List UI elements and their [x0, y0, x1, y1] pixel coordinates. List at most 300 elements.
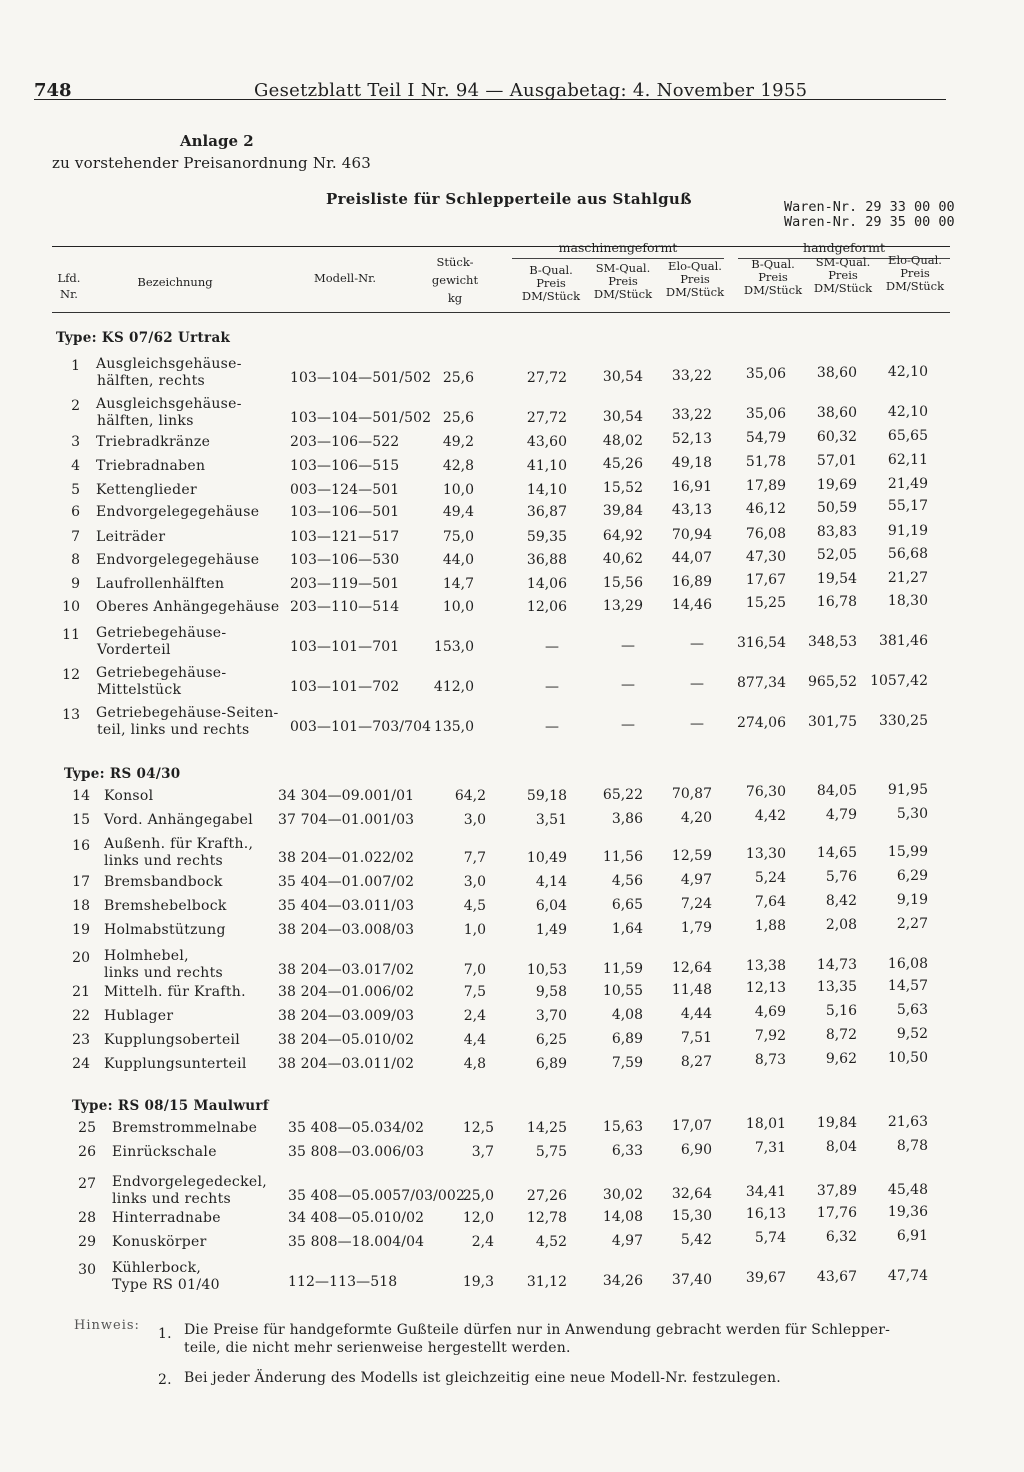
price-cell: 19,69 — [816, 476, 857, 493]
item-name: Kupplungsunterteil — [104, 1056, 247, 1072]
item-name: Kettenglieder — [96, 481, 197, 498]
price-cell: 3,86 — [611, 810, 643, 827]
price-cell: 9,58 — [535, 984, 567, 1000]
table-row — [0, 665, 1024, 705]
price-cell: 54,79 — [745, 430, 786, 447]
price-cell: 5,30 — [896, 806, 928, 822]
price-cell: 38,60 — [816, 405, 857, 422]
price-cell: 91,19 — [887, 523, 928, 540]
item-name: Getriebegehäuse- — [96, 664, 227, 681]
price-cell: 70,87 — [671, 785, 712, 802]
item-name: Endvorgelegegehäuse — [96, 504, 260, 521]
item-name: Oberes Anhängegehäuse — [96, 598, 280, 615]
price-cell: 9,19 — [896, 892, 928, 908]
row-number: 24 — [72, 1056, 90, 1072]
table-header-rule — [52, 312, 950, 313]
price-cell: 15,56 — [602, 574, 643, 591]
table-row — [0, 625, 1024, 665]
stueckgewicht: 2,4 — [471, 1234, 494, 1250]
price-cell: 3,70 — [535, 1008, 567, 1024]
stueckgewicht: 44,0 — [442, 552, 474, 569]
item-name: Vord. Anhängegabel — [104, 812, 253, 828]
price-cell: 48,02 — [602, 432, 643, 449]
stueckgewicht: 3,0 — [463, 812, 486, 828]
stueckgewicht: 412,0 — [433, 678, 474, 695]
item-name: hälften, rechts — [97, 373, 205, 389]
price-cell: 44,07 — [671, 549, 712, 566]
type-heading: Type: RS 08/15 Maulwurf — [72, 1098, 269, 1114]
price-cell: 8,42 — [825, 893, 857, 910]
table-row — [0, 1050, 1024, 1096]
price-cell: 30,02 — [602, 1186, 643, 1203]
header-bezeichnung: Bezeichnung — [137, 275, 213, 289]
item-name: Holmhebel, — [104, 948, 189, 964]
anlage-label: Anlage 2 — [180, 132, 254, 150]
price-cell: 62,11 — [887, 451, 928, 468]
modell-nr: 35 808—03.006/03 — [288, 1144, 425, 1160]
stueckgewicht: 3,7 — [471, 1144, 494, 1160]
item-name: Holmabstützung — [104, 922, 226, 938]
modell-nr: 35 408—05.034/02 — [288, 1120, 425, 1136]
modell-nr: 003—124—501 — [290, 481, 400, 498]
item-name: Hinterradnabe — [112, 1210, 221, 1226]
price-cell: 70,94 — [671, 526, 712, 543]
item-name: Leiträder — [96, 529, 166, 546]
price-cell: 12,13 — [745, 980, 786, 997]
price-cell: 10,53 — [526, 962, 567, 978]
price-cell: 5,24 — [754, 870, 786, 887]
price-cell: 41,10 — [526, 457, 567, 474]
item-name: Konuskörper — [112, 1234, 207, 1250]
item-name: Bremsbandbock — [104, 874, 223, 890]
price-cell: 14,57 — [887, 978, 928, 994]
price-cell: 14,08 — [602, 1208, 643, 1225]
item-name: Type RS 01/40 — [112, 1277, 220, 1293]
header-price-column — [736, 258, 810, 297]
price-cell: 76,30 — [745, 784, 786, 801]
header-price-line: Preis — [536, 276, 566, 290]
header-price-line: DM/Stück — [521, 289, 581, 303]
item-name: Triebradnaben — [96, 457, 206, 474]
price-cell: 14,65 — [816, 845, 857, 862]
item-name: Ausgleichsgehäuse- — [96, 356, 242, 372]
price-cell: — — [621, 677, 635, 694]
price-cell: 11,48 — [671, 981, 712, 998]
row-number: 4 — [71, 457, 80, 474]
stueckgewicht: 4,4 — [463, 1032, 486, 1048]
item-name: Getriebegehäuse-Seiten- — [96, 704, 279, 721]
price-cell: 12,64 — [671, 959, 712, 976]
row-number: 26 — [78, 1144, 96, 1160]
price-cell: 46,12 — [745, 500, 786, 517]
price-cell: 8,78 — [896, 1138, 928, 1154]
price-cell: 9,52 — [896, 1026, 928, 1042]
row-number: 5 — [71, 481, 80, 498]
price-cell: 30,54 — [602, 408, 643, 425]
stueckgewicht: 4,5 — [463, 898, 486, 914]
modell-nr: 35 404—01.007/02 — [278, 874, 415, 890]
price-cell: 6,65 — [611, 896, 643, 913]
modell-nr: 203—119—501 — [290, 576, 400, 593]
stueckgewicht: 49,2 — [442, 433, 474, 450]
price-cell: — — [690, 716, 704, 733]
header-price-line: B-Qual. — [529, 263, 573, 277]
price-cell: 5,42 — [680, 1231, 712, 1248]
note-text: teile, die nicht mehr serienweise hergestellt werden. — [184, 1340, 571, 1356]
header-price-line: Preis — [900, 266, 930, 280]
stueckgewicht: 25,0 — [462, 1188, 494, 1204]
price-cell: 4,08 — [611, 1006, 643, 1023]
price-cell: 1,88 — [754, 918, 786, 935]
price-cell: 76,08 — [745, 525, 786, 542]
stueckgewicht: 12,5 — [462, 1120, 494, 1136]
price-cell: 10,50 — [887, 1050, 928, 1066]
row-number: 16 — [72, 838, 90, 854]
row-number: 11 — [62, 626, 80, 643]
header-modell-nr: Modell-Nr. — [313, 271, 377, 285]
type-heading: Type: KS 07/62 Urtrak — [56, 330, 231, 346]
modell-nr: 37 704—01.001/03 — [278, 812, 415, 828]
price-cell: — — [621, 637, 635, 654]
price-cell: 21,27 — [887, 570, 928, 587]
stueckgewicht: 4,8 — [463, 1056, 486, 1072]
price-cell: 9,62 — [825, 1051, 857, 1068]
row-number: 29 — [78, 1234, 96, 1250]
row-number: 12 — [62, 666, 80, 683]
header-title: Gesetzblatt Teil I Nr. 94 — Ausgabetag: 4. November 1955 — [254, 80, 808, 101]
price-cell: 36,87 — [526, 504, 567, 521]
note-number: 2. — [158, 1372, 172, 1388]
stueckgewicht: 1,0 — [463, 922, 486, 938]
price-cell: 15,63 — [602, 1118, 643, 1135]
stueckgewicht: 42,8 — [442, 457, 474, 474]
price-cell: 12,78 — [526, 1210, 567, 1226]
header-price-line: B-Qual. — [751, 257, 795, 271]
price-cell: 5,74 — [754, 1230, 786, 1247]
price-cell: 34,26 — [602, 1272, 643, 1289]
stueckgewicht: 14,7 — [442, 576, 474, 593]
modell-nr: 38 204—03.008/03 — [278, 922, 415, 938]
price-cell: 43,60 — [526, 433, 567, 450]
price-cell: 21,49 — [887, 475, 928, 492]
header-price-column — [806, 256, 880, 295]
price-cell: 7,64 — [754, 894, 786, 911]
price-cell: 47,30 — [745, 548, 786, 565]
waren-nr: Waren-Nr. 29 35 00 00 — [784, 214, 955, 230]
item-name: Endvorgelegedeckel, — [112, 1174, 267, 1190]
price-cell: — — [621, 717, 635, 734]
note-text: Bei jeder Änderung des Modells ist gleichzeitig eine neue Modell-Nr. festzulegen. — [184, 1370, 781, 1386]
header-price-line: SM-Qual. — [815, 255, 871, 269]
price-cell: 5,75 — [535, 1144, 567, 1160]
item-name: Laufrollenhälften — [96, 576, 225, 593]
stueckgewicht: 7,7 — [463, 850, 486, 866]
price-cell: 4,79 — [825, 807, 857, 824]
modell-nr: 35 808—18.004/04 — [288, 1234, 425, 1250]
stueckgewicht: 25,6 — [442, 370, 474, 386]
price-cell: 4,44 — [680, 1005, 712, 1022]
price-cell: 57,01 — [816, 452, 857, 469]
price-cell: 14,25 — [526, 1120, 567, 1136]
price-cell: 4,69 — [754, 1004, 786, 1021]
row-number: 10 — [62, 598, 80, 615]
modell-nr: 103—106—530 — [290, 552, 400, 569]
item-name: teil, links und rechts — [97, 721, 250, 738]
price-cell: 965,52 — [808, 673, 857, 690]
price-cell: — — [545, 638, 559, 655]
price-cell: 47,74 — [887, 1268, 928, 1284]
price-cell: 17,76 — [816, 1205, 857, 1222]
item-name: Ausgleichsgehäuse- — [96, 395, 242, 412]
header-price-line: DM/Stück — [665, 285, 725, 299]
price-cell: 6,91 — [896, 1228, 928, 1244]
row-number: 20 — [72, 950, 90, 966]
item-name: Kühlerbock, — [112, 1260, 202, 1276]
price-cell: 16,91 — [671, 479, 712, 496]
price-cell: 55,17 — [887, 498, 928, 515]
price-cell: 4,97 — [611, 1232, 643, 1249]
price-cell: 56,68 — [887, 546, 928, 563]
modell-nr: 35 408—05.0057/03/002 — [288, 1188, 465, 1204]
price-cell: 301,75 — [808, 713, 857, 730]
price-cell: 51,78 — [745, 454, 786, 471]
subtitle: zu vorstehender Preisanordnung Nr. 463 — [52, 154, 372, 172]
price-cell: 6,32 — [825, 1229, 857, 1246]
price-cell: 6,25 — [535, 1032, 567, 1048]
price-cell: 330,25 — [879, 712, 928, 729]
modell-nr: 34 408—05.010/02 — [288, 1210, 425, 1226]
header-lfd-nr: Lfd. Nr. — [57, 271, 81, 301]
price-cell: 91,95 — [887, 782, 928, 798]
header-rule — [34, 99, 946, 100]
price-cell: 65,22 — [602, 786, 643, 803]
modell-nr: 203—110—514 — [290, 598, 400, 615]
price-cell: 17,89 — [745, 477, 786, 494]
row-number: 13 — [62, 706, 80, 723]
price-cell: 83,83 — [816, 524, 857, 541]
stueckgewicht: 7,5 — [463, 984, 486, 1000]
table-row — [0, 356, 1024, 396]
note-label: Hinweis: — [74, 1318, 140, 1333]
row-number: 9 — [71, 576, 80, 593]
price-cell: 37,89 — [816, 1183, 857, 1200]
stueckgewicht: 49,4 — [442, 504, 474, 521]
header-price-line: Preis — [828, 268, 858, 282]
price-cell: 274,06 — [737, 714, 786, 731]
item-name: Getriebegehäuse- — [96, 624, 227, 641]
price-cell: 15,30 — [671, 1207, 712, 1224]
price-list-title: Preisliste für Schlepperteile aus Stahlguß — [326, 190, 692, 208]
item-name: Bremshebelbock — [104, 898, 227, 914]
price-cell: 27,26 — [526, 1188, 567, 1204]
row-number: 3 — [71, 433, 80, 450]
price-cell: 5,16 — [825, 1003, 857, 1020]
item-name: Hublager — [104, 1008, 174, 1024]
modell-nr: 103—104—501/502 — [290, 409, 432, 426]
modell-nr: 103—101—701 — [290, 638, 400, 655]
modell-nr: 38 204—03.017/02 — [278, 962, 415, 978]
price-cell: 7,24 — [680, 895, 712, 912]
price-cell: 8,04 — [825, 1139, 857, 1156]
stueckgewicht: 10,0 — [442, 598, 474, 615]
row-number: 15 — [72, 812, 90, 828]
header-price-line: DM/Stück — [593, 287, 653, 301]
price-cell: 4,14 — [535, 874, 567, 890]
price-cell: 38,60 — [816, 365, 857, 382]
price-cell: 6,29 — [896, 868, 928, 884]
row-number: 17 — [72, 874, 90, 890]
item-name: Konsol — [104, 788, 154, 804]
price-cell: 37,40 — [671, 1271, 712, 1288]
item-name: links und rechts — [104, 853, 223, 869]
header-price-line: SM-Qual. — [595, 261, 651, 275]
price-cell: 33,22 — [671, 407, 712, 424]
modell-nr: 103—101—702 — [290, 678, 400, 695]
price-cell: 7,31 — [754, 1140, 786, 1157]
stueckgewicht: 153,0 — [433, 638, 474, 655]
price-cell: 11,56 — [602, 848, 643, 865]
modell-nr: 103—121—517 — [290, 529, 400, 546]
header-group-machine: maschinengeformt — [558, 240, 678, 255]
price-cell: 30,54 — [602, 368, 643, 385]
price-cell: 16,13 — [745, 1206, 786, 1223]
price-cell: 1057,42 — [870, 672, 928, 689]
price-cell: 4,56 — [611, 872, 643, 889]
row-number: 14 — [72, 788, 90, 804]
stueckgewicht: 19,3 — [462, 1274, 494, 1290]
price-cell: 6,33 — [611, 1142, 643, 1159]
price-cell: 27,72 — [526, 409, 567, 426]
price-cell: 1,79 — [680, 919, 712, 936]
table-row — [0, 1260, 1024, 1300]
row-number: 23 — [72, 1032, 90, 1048]
price-cell: 15,25 — [745, 595, 786, 612]
row-number: 21 — [72, 984, 90, 1000]
price-cell: 348,53 — [808, 633, 857, 650]
price-cell: 8,27 — [680, 1053, 712, 1070]
price-cell: 16,08 — [887, 956, 928, 972]
stueckgewicht: 7,0 — [463, 962, 486, 978]
item-name: hälften, links — [97, 412, 194, 429]
price-cell: 4,97 — [680, 871, 712, 888]
price-cell: 2,27 — [896, 916, 928, 932]
modell-nr: 35 404—03.011/03 — [278, 898, 415, 914]
price-cell: 60,32 — [816, 428, 857, 445]
price-cell: 6,90 — [680, 1141, 712, 1158]
price-cell: 13,30 — [745, 846, 786, 863]
price-cell: 7,51 — [680, 1029, 712, 1046]
item-name: Mittelstück — [97, 681, 182, 698]
stueckgewicht: 3,0 — [463, 874, 486, 890]
price-cell: 5,63 — [896, 1002, 928, 1018]
item-name: Vorderteil — [97, 641, 171, 658]
price-cell: 39,84 — [602, 503, 643, 520]
price-cell: 16,78 — [816, 594, 857, 611]
price-cell: 43,13 — [671, 502, 712, 518]
modell-nr: 003—101—703/704 — [290, 718, 432, 735]
price-cell: 42,10 — [887, 364, 928, 380]
price-cell: 33,22 — [671, 367, 712, 384]
item-name: Endvorgelegegehäuse — [96, 552, 260, 569]
modell-nr: 203—106—522 — [290, 433, 400, 450]
price-cell: 6,04 — [535, 898, 567, 914]
price-cell: 5,76 — [825, 869, 857, 886]
price-cell: — — [545, 718, 559, 735]
price-cell: 17,07 — [671, 1117, 712, 1134]
header-price-line: Preis — [608, 274, 638, 288]
row-number: 28 — [78, 1210, 96, 1226]
header-price-line: DM/Stück — [813, 281, 873, 295]
note-number: 1. — [158, 1326, 172, 1342]
price-cell: 7,92 — [754, 1028, 786, 1045]
stueckgewicht: 25,6 — [442, 409, 474, 426]
price-cell: 7,59 — [611, 1054, 643, 1071]
modell-nr: 103—104—501/502 — [290, 370, 432, 386]
type-heading: Type: RS 04/30 — [64, 766, 181, 782]
stueckgewicht: 2,4 — [463, 1008, 486, 1024]
row-number: 25 — [78, 1120, 96, 1136]
price-cell: 52,05 — [816, 547, 857, 564]
page-number: 748 — [34, 80, 72, 101]
price-cell: 21,63 — [887, 1114, 928, 1130]
row-number: 27 — [78, 1176, 96, 1192]
modell-nr: 38 204—01.022/02 — [278, 850, 415, 866]
price-cell: 35,06 — [745, 366, 786, 383]
price-cell: 19,84 — [816, 1115, 857, 1132]
price-cell: 35,06 — [745, 406, 786, 423]
price-cell: 10,49 — [526, 850, 567, 866]
price-cell: 8,72 — [825, 1027, 857, 1044]
price-cell: 15,99 — [887, 844, 928, 860]
price-cell: 84,05 — [816, 783, 857, 800]
modell-nr: 112—113—518 — [288, 1274, 398, 1290]
price-cell: 36,88 — [526, 552, 567, 569]
stueckgewicht: 10,0 — [442, 481, 474, 498]
modell-nr: 103—106—501 — [290, 504, 400, 521]
item-name: Bremstrommelnabe — [112, 1120, 258, 1136]
price-cell: 13,35 — [816, 979, 857, 996]
header-gewicht: Stück- gewicht kg — [431, 255, 479, 305]
price-cell: 59,35 — [526, 529, 567, 546]
price-cell: 316,54 — [737, 635, 786, 652]
row-number: 30 — [78, 1262, 96, 1278]
price-cell: 18,01 — [745, 1116, 786, 1133]
row-number: 6 — [71, 504, 80, 521]
price-cell: 3,51 — [535, 812, 567, 828]
waren-numbers — [784, 200, 955, 230]
header-price-column — [878, 254, 952, 293]
modell-nr: 38 204—03.009/03 — [278, 1008, 415, 1024]
modell-nr: 38 204—01.006/02 — [278, 984, 415, 1000]
price-cell: 59,18 — [526, 788, 567, 804]
header-group-hand: handgeformt — [803, 240, 885, 255]
modell-nr: 103—106—515 — [290, 457, 400, 474]
header-price-column — [658, 260, 732, 299]
stueckgewicht: 64,2 — [454, 788, 486, 804]
price-cell: 43,67 — [816, 1269, 857, 1286]
price-cell: 65,65 — [887, 427, 928, 444]
modell-nr: 38 204—03.011/02 — [278, 1056, 415, 1072]
item-name: Mittelh. für Krafth. — [104, 984, 246, 1000]
price-cell: 1,64 — [611, 920, 643, 937]
price-cell: 4,42 — [754, 808, 786, 825]
price-cell: 50,59 — [816, 499, 857, 516]
row-number: 1 — [71, 358, 80, 374]
modell-nr: 34 304—09.001/01 — [278, 788, 415, 804]
price-cell: 6,89 — [535, 1056, 567, 1072]
row-number: 19 — [72, 922, 90, 938]
price-cell: 39,67 — [745, 1270, 786, 1287]
